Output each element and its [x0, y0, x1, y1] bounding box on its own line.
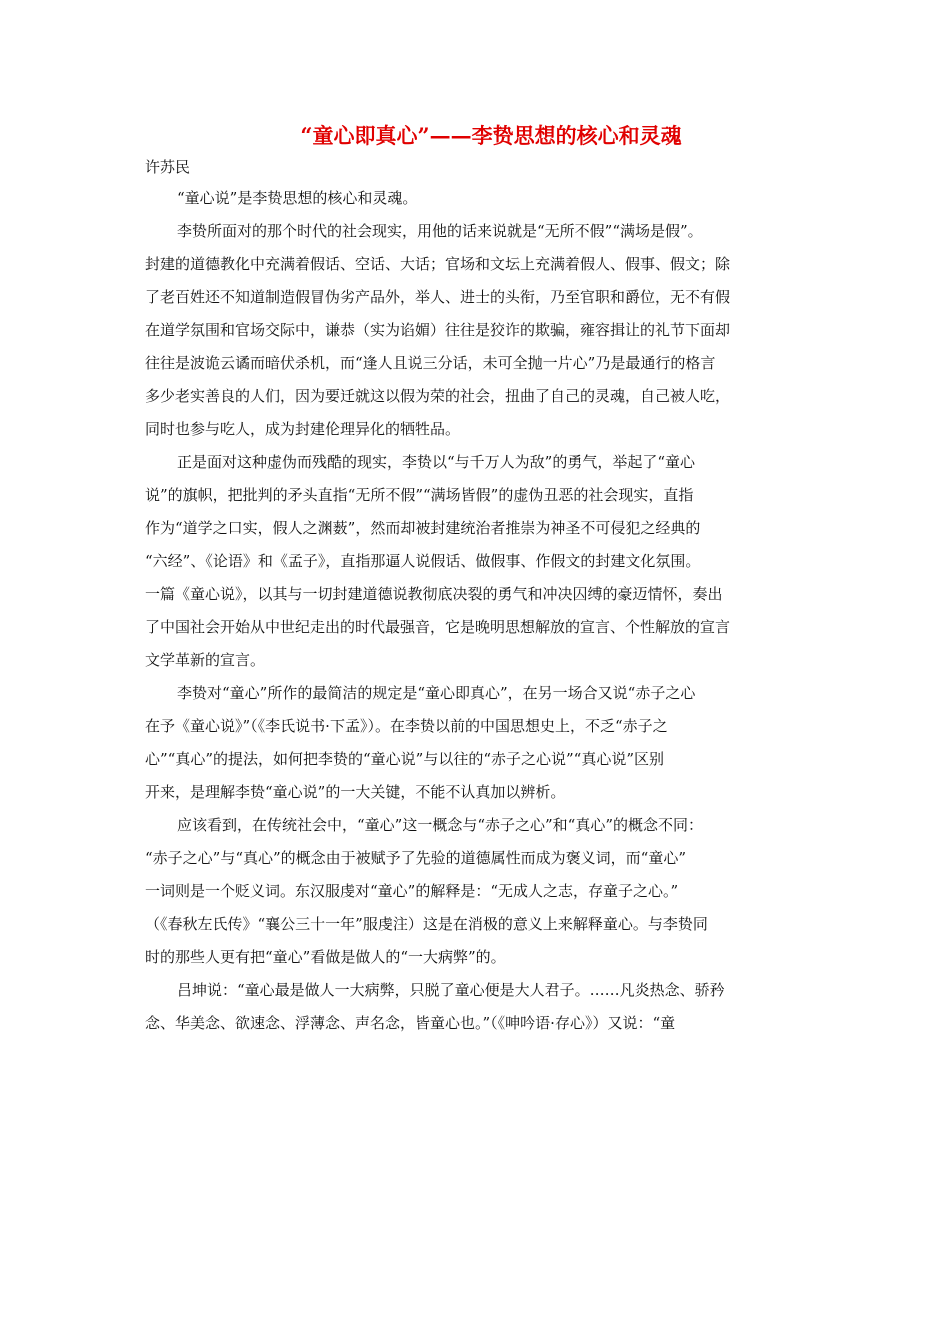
- paragraph-line: （《春秋左氏传》“襄公三十一年”服虔注）这是在消极的意义上来解释童心。与李贽同: [145, 915, 708, 933]
- paragraph-line: 了中国社会开始从中世纪走出的时代最强音，它是晚明思想解放的宣言、个性解放的宣言: [145, 618, 731, 636]
- paragraph-line: 封建的道德教化中充满着假话、空话、大话；官场和文坛上充满着假人、假事、假文；除: [145, 255, 731, 273]
- paragraph-line: 了老百姓还不知道制造假冒伪劣产品外，举人、进士的头衔，乃至官职和爵位，无不有假: [145, 288, 731, 306]
- paragraph-4: [145, 677, 807, 809]
- paragraph-line: “童心说”是李贽思想的核心和灵魂。: [177, 189, 418, 207]
- paragraph-line: 一词则是一个贬义词。东汉服虔对“童心”的解释是：“无成人之志，存童子之心。”: [145, 882, 679, 900]
- paragraph-line: 一篇《童心说》，以其与一切封建道德说教彻底决裂的勇气和冲决囚缚的豪迈情怀，奏出: [145, 585, 723, 603]
- paragraph-1: [145, 182, 807, 215]
- paragraph-line: 在予《童心说》”（《李氏说书·下孟》）。在李贽以前的中国思想史上，不乏“赤子之: [145, 717, 668, 735]
- paragraph-line: 心”“真心”的提法，如何把李贽的“童心说”与以往的“赤子之心说”“真心说”区别: [145, 750, 665, 768]
- paragraph-line: 李贽对“童心”所作的最简洁的规定是“童心即真心”，在另一场合又说“赤子之心: [177, 684, 696, 702]
- paragraph-line: 念、华美念、欲速念、浮薄念、声名念，皆童心也。”（《呻吟语·存心》）又说：“童: [145, 1014, 676, 1032]
- paragraph-line: 多少老实善良的人们，因为要迁就这以假为荣的社会，扭曲了自己的灵魂，自己被人吃，: [145, 387, 731, 405]
- paragraph-line: 时的那些人更有把“童心”看做是做人的“一大病弊”的。: [145, 948, 506, 966]
- paragraph-line: 往往是波诡云谲而暗伏杀机，而“逢人且说三分话，未可全抛一片心”乃是最通行的格言: [145, 354, 716, 372]
- document-page: [145, 118, 807, 1040]
- article-title: “童心即真心”——李贽思想的核心和灵魂: [300, 123, 682, 148]
- paragraph-line: 开来，是理解李贽“童心说”的一大关键，不能不认真加以辨析。: [145, 783, 566, 801]
- paragraph-6: [145, 974, 807, 1040]
- paragraph-line: 应该看到，在传统社会中，“童心”这一概念与“赤子之心”和“真心”的概念不同：: [177, 816, 704, 834]
- paragraph-line: 在道学氛围和官场交际中，谦恭（实为谄媚）往往是狡诈的欺骗，雍容揖让的礼节下面却: [145, 321, 731, 339]
- paragraph-3: [145, 446, 807, 677]
- paragraph-line: 李贽所面对的那个时代的社会现实，用他的话来说就是“无所不假”“满场是假”。: [177, 222, 703, 240]
- paragraph-line: 文学革新的宣言。: [145, 651, 266, 669]
- paragraph-2: [145, 215, 807, 446]
- paragraph-line: 正是面对这种虚伪而残酷的现实，李贽以“与千万人为敌”的勇气，举起了“童心: [177, 453, 696, 471]
- author-name: 许苏民: [145, 158, 191, 176]
- paragraph-line: 作为“道学之口实，假人之渊薮”，然而却被封建统治者推崇为神圣不可侵犯之经典的: [145, 519, 701, 537]
- paragraph-line: “赤子之心”与“真心”的概念由于被赋予了先验的道德属性而成为褒义词，而“童心”: [145, 849, 687, 867]
- paragraph-line: 吕坤说：“童心最是做人一大病弊，只脱了童心便是大人君子。……凡炎热念、骄矜: [177, 981, 725, 999]
- paragraph-line: 同时也参与吃人，成为封建伦理异化的牺牲品。: [145, 420, 461, 438]
- paragraph-5: [145, 809, 807, 974]
- paragraph-line: 说”的旗帜，把批判的矛头直指“无所不假”“满场皆假”的虚伪丑恶的社会现实，直指: [145, 486, 694, 504]
- paragraph-line: “六经”、《论语》和《孟子》，直指那逼人说假话、做假事、作假文的封建文化氛围。: [145, 552, 701, 570]
